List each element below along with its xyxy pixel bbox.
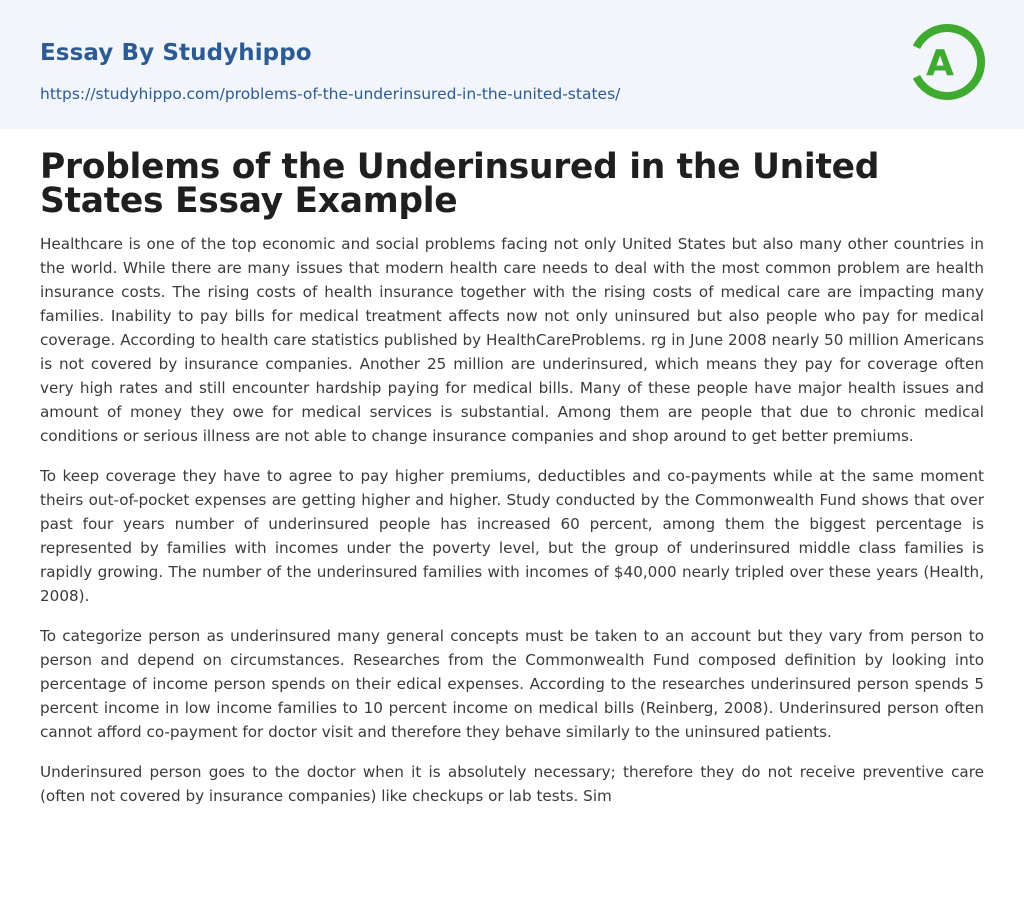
page-url-link[interactable]: https://studyhippo.com/problems-of-the-underinsured-in-the-united-states/: [40, 85, 621, 103]
site-brand[interactable]: Essay By Studyhippo: [40, 40, 312, 66]
site-header: [0, 0, 1024, 129]
page-title: Problems of the Underinsured in the United States Essay Example: [40, 147, 880, 221]
studyhippo-a-logo-icon[interactable]: [912, 19, 986, 105]
article: [40, 147, 984, 824]
article-paragraph: To categorize person as underinsured many general concepts must be taken to an account but they vary from person to person and depend on circumstances. Researches from the Commonwealth Fund composed definition by looking into percentage of income person spends on their edical expenses. According to the researches underinsured person spends 5 percent income in low income families to 10 percent income on medical bills (Reinberg, 2008). Underinsured person often cannot afford co-payment for doctor visit and therefore they behave similarly to the uninsured patients.: [40, 627, 984, 741]
article-paragraph: Healthcare is one of the top economic and social problems facing not only United States but also many other countries in the world. While there are many issues that modern health care needs to deal with the most common problem are health insurance costs. The rising costs of health insurance together with the rising costs of medical care are impacting many families. Inability to pay bills for medical treatment affects now not only uninsured but also people who pay for medical coverage. According to health care statistics published by HealthCareProblems. rg in June 2008 nearly 50 million Americans is not covered by insurance companies. Another 25 million are underinsured, which means they pay for coverage often very high rates and still encounter hardship paying for medical bills. Many of these people have major health issues and amount of money they owe for medical services is substantial. Among them are people that due to chronic medical conditions or serious illness are not able to change insurance companies and shop around to get better premiums.: [40, 235, 984, 445]
article-paragraph: Underinsured person goes to the doctor when it is absolutely necessary; therefore they do not receive preventive care (often not covered by insurance companies) like checkups or lab tests. Sim: [40, 763, 984, 805]
article-paragraph: To keep coverage they have to agree to pay higher premiums, deductibles and co-payments while at the same moment theirs out-of-pocket expenses are getting higher and higher. Study conducted by the Commonwealth Fund shows that over past four years number of underinsured people has increased 60 percent, among them the biggest percentage is represented by families with incomes under the poverty level, but the group of underinsured middle class families is rapidly growing. The number of the underinsured families with incomes of $40,000 nearly tripled over these years (Health, 2008).: [40, 467, 984, 605]
logo-letter: A: [926, 43, 954, 84]
